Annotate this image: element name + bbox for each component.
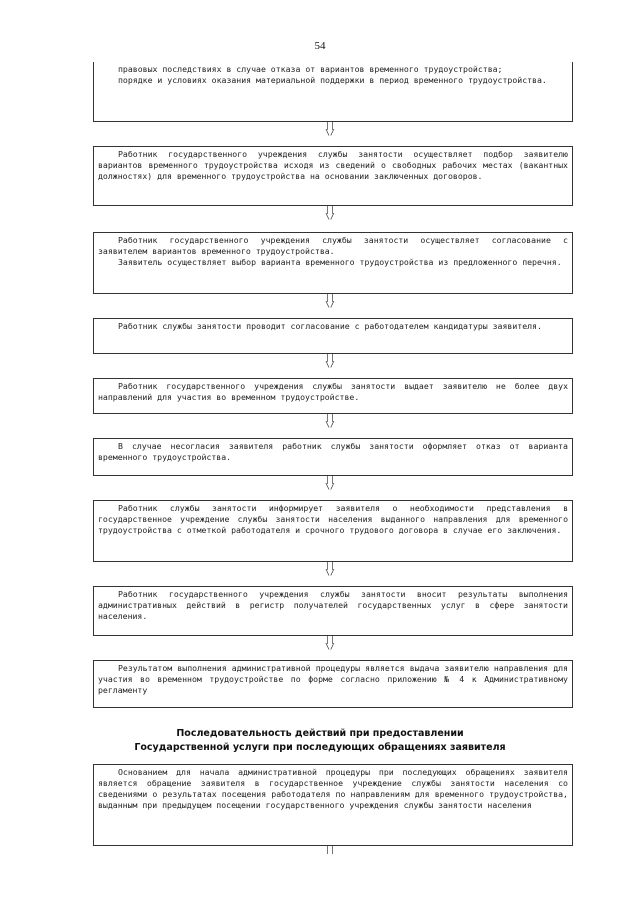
flow-arrow: || [325,845,335,854]
flow-arrow: || \/ [325,121,335,137]
flow-step-box [93,660,573,708]
flow-step-text: Работник государственного учреждения службы занятости вносит результаты выполнения административных действий в регистр получателей государственных услуг в сфере занятости населения. [98,589,568,621]
flow-step-text: Заявитель осуществляет выбор варианта временного трудоустройства из предложенного перечня. [118,257,562,267]
flow-arrow: || \/ [325,475,335,491]
flow-step-box [93,500,573,562]
flow-step-box [93,232,573,294]
flow-step-box [93,146,573,206]
flow-step-text: В случае несогласия заявителя работник службы занятости оформляет отказ от варианта временного трудоустройства. [98,441,568,462]
flow-step-text: Работник государственного учреждения службы занятости осуществляет подбор заявителю вариантов временного трудоустройства исходя из сведений о свободных рабочих местах (вакантных должностях) для временного трудоустройства на основании заключенных договоров. [98,149,568,181]
flow-step-text: Работник службы занятости информирует заявителя о необходимости представления в государственное учреждение службы занятости населения выданного направления для временного трудоустройства с отметкой работодателя и срочного трудового договора в случае его заключения. [98,503,568,535]
section-heading-line: Государственной услуги при последующих обращениях заявителя [134,742,506,753]
flow-step-box [93,764,573,846]
flow-arrow: || \/ [325,293,335,309]
flow-step-text: порядке и условиях оказания материальной поддержки в период временного трудоустройства. [118,75,547,85]
flow-step-box [93,586,573,636]
flow-arrow: || \/ [325,353,335,369]
flow-step-text: правовых последствиях в случае отказа от вариантов временного трудоустройства; [118,64,503,74]
flow-step-text: Результатом выполнения административной процедуры является выдача заявителю направления для участия во временном трудоустройстве по форме согласно приложению № 4 к Административному регламенту [98,663,568,695]
flow-step-text: Основанием для начала административной процедуры при последующих обращениях заявителя является обращение заявителя в государственное учреждение службы занятости населения со сведениями о результатах посещения работодателя по направлениям для временного трудоустройства, выданным при предыдущем посещении государственного учреждения службы занятости населения [98,767,568,810]
section-heading-line: Последовательность действий при предоставлении [176,728,464,739]
flow-step-text: Работник службы занятости проводит согласование с работодателем кандидатуры заявителя. [118,321,542,331]
section-heading [0,727,640,755]
flow-step-box [93,438,573,476]
flow-step-text: Работник государственного учреждения службы занятости осуществляет согласование с заявителем вариантов временного трудоустройства. [98,235,568,256]
flow-arrow: || \/ [325,205,335,221]
flow-step-box [93,378,573,414]
flow-step-box [93,62,573,122]
flow-arrow: || \/ [325,413,335,429]
flow-step-text: Работник государственного учреждения службы занятости выдает заявителю не более двух направлений для участия во временном трудоустройстве. [98,381,568,402]
flow-arrow: || \/ [325,561,335,577]
flow-step-box [93,318,573,354]
page-number: 54 [314,40,326,52]
flow-arrow: || \/ [325,635,335,651]
